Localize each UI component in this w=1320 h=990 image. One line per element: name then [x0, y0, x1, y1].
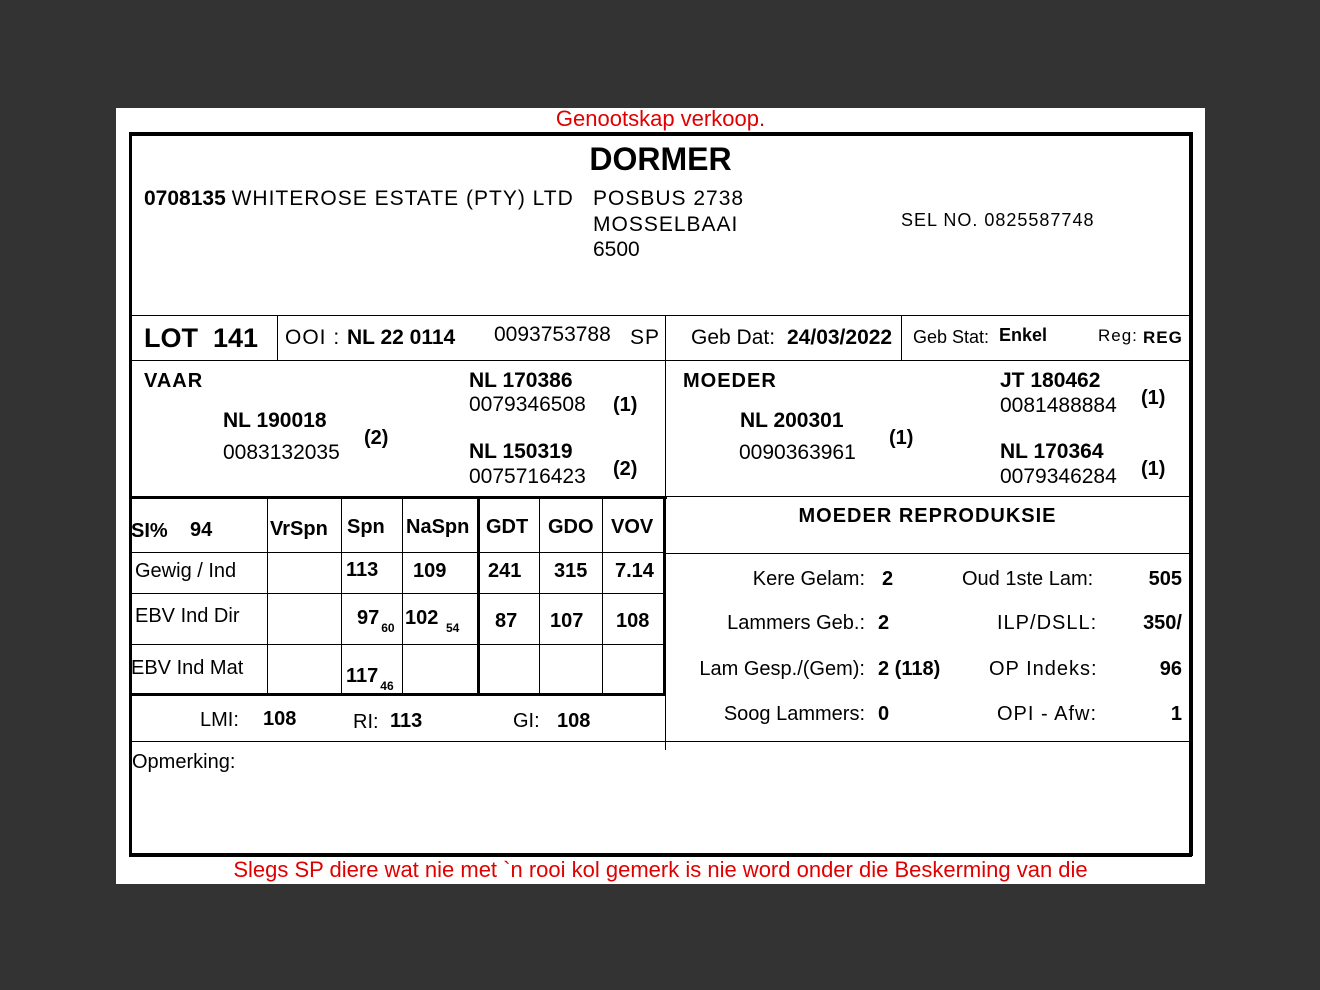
breeder-name: WHITEROSE ESTATE (PTY) LTD: [231, 187, 574, 210]
vaar-sire-number: 0079346508: [469, 393, 586, 416]
address-line-2: MOSSELBAAI: [593, 213, 739, 236]
col-naspn: NaSpn: [406, 516, 470, 538]
repro-lam-gesp-label: Lam Gesp./(Gem):: [699, 658, 865, 680]
perf-v1: [267, 498, 268, 694]
repro-kere-gelam-label: Kere Gelam:: [752, 568, 865, 590]
si-label: SI%: [131, 520, 168, 542]
repro-oud-1ste-lam-value: 505: [1148, 568, 1182, 590]
ooi-label: OOI :: [285, 326, 341, 349]
repro-lam-gesp-value: 2 (118): [878, 658, 941, 680]
vaar-id: NL 190018: [223, 409, 327, 432]
cell-gewig-spn: 113: [346, 559, 379, 581]
moeder-sire-rating: (1): [1141, 387, 1166, 409]
repro-kere-gelam-value: 2: [882, 568, 894, 590]
col-vov: VOV: [611, 516, 654, 538]
sel-no: SEL NO. 0825587748: [901, 210, 1095, 230]
frame-right: [1189, 132, 1193, 856]
cell-ebv-dir-vov: 108: [616, 610, 650, 632]
repro-lammers-geb-label: Lammers Geb.:: [727, 612, 865, 634]
geb-stat-label: Geb Stat:: [913, 327, 990, 347]
col-spn: Spn: [347, 516, 385, 538]
cell-ebv-mat-spn-acc: 46: [380, 679, 394, 693]
repro-opi-afw-label: OPI - Afw:: [997, 703, 1098, 725]
vaar-dam-number: 0075716423: [469, 465, 586, 488]
repro-op-indeks-label: OP Indeks:: [989, 658, 1098, 680]
rule-reproduksie-bottom: [665, 741, 1190, 742]
cell-ebv-dir-spn: 97 $_{60}$: [357, 607, 395, 635]
reg-value: REG: [1143, 328, 1183, 347]
col-vrspn: VrSpn: [270, 518, 328, 540]
vaar-rating: (2): [364, 427, 389, 449]
moeder-id: NL 200301: [740, 409, 844, 432]
cell-gewig-gdo: 315: [554, 560, 588, 582]
lot-number: 141: [213, 323, 259, 353]
perf-v4: [477, 498, 480, 694]
geb-stat: Enkel: [999, 325, 1048, 345]
footer-note: Slegs SP diere wat nie met `n rooi kol gemerk is nie word onder die Beskerming van die: [233, 857, 1088, 882]
cell-ebv-dir-naspn: 102 $_{54}$: [405, 607, 460, 635]
ooi-number: 0093753788: [494, 323, 611, 346]
address-line-1: POSBUS 2738: [593, 187, 745, 210]
col-gdo: GDO: [548, 516, 594, 538]
lot-label: LOT 141: [144, 323, 259, 353]
moeder-label: MOEDER: [683, 370, 777, 392]
perf-v5: [539, 498, 540, 694]
frame-top: [129, 132, 1192, 136]
perf-rule-3: [132, 644, 665, 645]
perf-v2: [341, 498, 342, 694]
perf-rule-1: [132, 552, 665, 553]
gi-value: 108: [557, 710, 591, 732]
perf-rule-2: [132, 593, 665, 594]
breeder-line: [144, 188, 574, 209]
breed-title: DORMER: [589, 141, 732, 177]
repro-soog-lammers-label: Soog Lammers:: [723, 703, 865, 725]
repro-ilp-label: ILP/DSLL:: [997, 612, 1098, 634]
repro-lammers-geb-value: 2: [878, 612, 890, 634]
moeder-dam-id: NL 170364: [1000, 440, 1104, 463]
row-label-ebv-mat: EBV Ind Mat: [131, 657, 244, 679]
gi-label: GI:: [513, 710, 540, 732]
row-label-gewig: Gewig / Ind: [135, 560, 237, 582]
rule-lot-v1: [277, 315, 278, 360]
lmi-value: 108: [263, 708, 297, 730]
repro-opi-afw-value: 1: [1170, 703, 1182, 725]
cell-ebv-dir-gdt: 87: [495, 610, 518, 632]
moeder-number: 0090363961: [739, 441, 856, 464]
perf-v3: [402, 498, 403, 694]
cell-gewig-vov: 7.14: [615, 560, 654, 582]
vaar-label: VAAR: [144, 370, 204, 392]
rule-lot-top: [132, 315, 1190, 316]
vaar-sire-id: NL 170386: [469, 369, 573, 392]
vaar-number: 0083132035: [223, 441, 340, 464]
repro-op-indeks-value: 96: [1159, 658, 1182, 680]
cell-ebv-dir-spn-acc: 60: [381, 621, 395, 635]
moeder-sire-id: JT 180462: [1000, 369, 1101, 392]
address-line-3: 6500: [593, 238, 640, 261]
repro-ilp-value: 350/: [1143, 612, 1182, 634]
ooi-id: NL 22 0114: [347, 326, 456, 349]
perf-v6: [602, 498, 603, 694]
ooi-status: SP: [630, 326, 661, 349]
moeder-dam-rating: (1): [1141, 458, 1166, 480]
rule-lot-v3: [901, 315, 902, 360]
geb-dat-label: Geb Dat:: [691, 326, 776, 349]
cell-ebv-dir-naspn-acc: 54: [445, 621, 460, 635]
col-gdt: GDT: [486, 516, 529, 538]
cell-gewig-gdt: 241: [488, 560, 522, 582]
repro-oud-1ste-lam-label: Oud 1ste Lam:: [962, 568, 1094, 590]
perf-bottom: [129, 693, 666, 696]
moeder-dam-number: 0079346284: [1000, 465, 1117, 488]
ri-value: 113: [390, 710, 423, 732]
rule-reproduksie: [665, 553, 1190, 554]
lot-card: [116, 108, 1205, 884]
geb-dat: 24/03/2022: [787, 326, 893, 349]
ri-label: RI:: [353, 711, 379, 733]
reg-label: Reg:: [1098, 326, 1138, 345]
row-label-ebv-dir: EBV Ind Dir: [135, 605, 240, 627]
perf-top: [129, 496, 667, 499]
rule-indices-bottom: [132, 741, 666, 742]
perf-right: [663, 496, 666, 696]
vaar-dam-id: NL 150319: [469, 440, 573, 463]
rule-lot-v2: [665, 315, 666, 360]
breeder-id: 0708135: [144, 187, 226, 210]
moeder-rating: (1): [889, 427, 914, 449]
cell-ebv-dir-gdo: 107: [550, 610, 584, 632]
repro-soog-lammers-value: 0: [878, 703, 890, 725]
cell-ebv-mat-spn: 117 $_{46}$: [346, 665, 394, 693]
lmi-label: LMI:: [200, 709, 239, 731]
vaar-dam-rating: (2): [613, 458, 638, 480]
reproduksie-title: MOEDER REPRODUKSIE: [798, 505, 1057, 527]
frame-left: [129, 132, 132, 856]
cell-gewig-naspn: 109: [413, 560, 447, 582]
rule-lot-bottom: [132, 360, 1190, 361]
vaar-sire-rating: (1): [613, 394, 638, 416]
moeder-sire-number: 0081488884: [1000, 394, 1117, 417]
opmerking-label: Opmerking:: [132, 751, 236, 773]
header-note: Genootskap verkoop.: [555, 106, 766, 131]
si-value: 94: [190, 519, 213, 541]
